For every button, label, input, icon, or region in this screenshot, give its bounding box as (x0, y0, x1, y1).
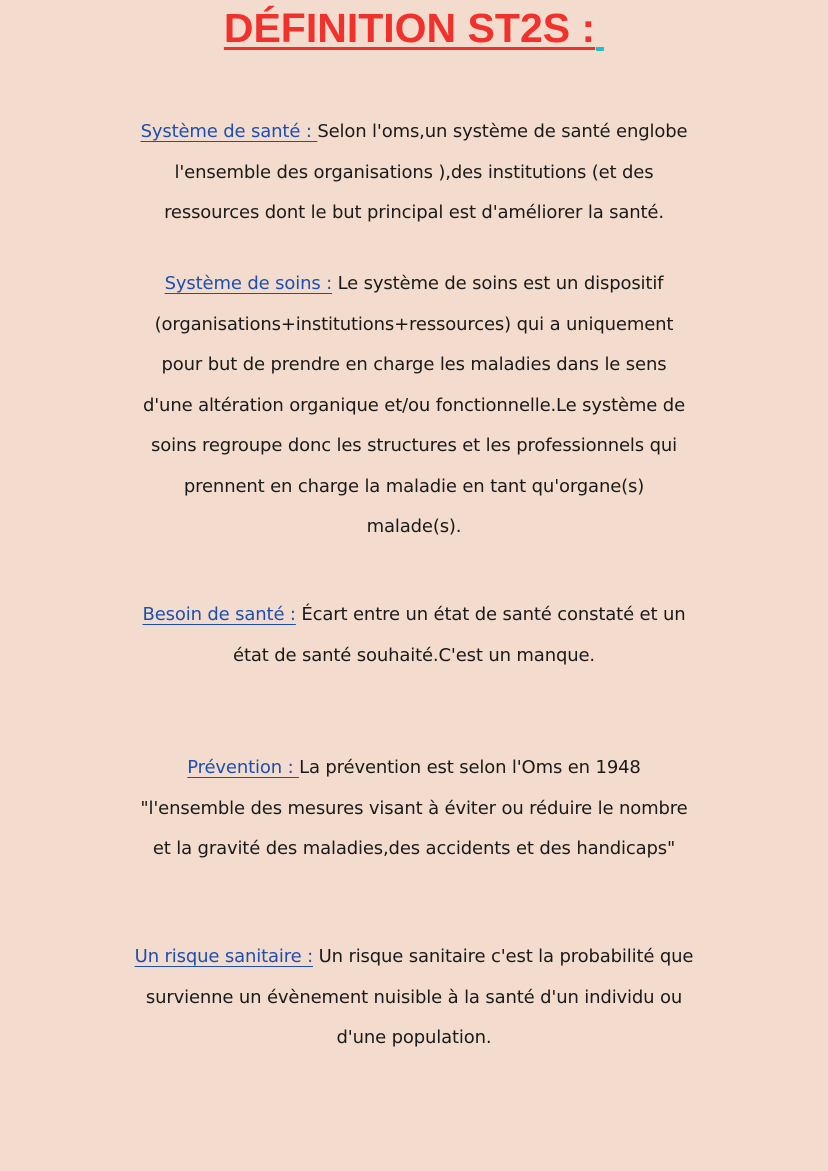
definition-text: Le système de soins est un dispositif (332, 273, 664, 294)
definition-text: Selon l'oms,un système de santé englobe (317, 121, 688, 142)
definition-systeme-de-soins (0, 264, 828, 548)
definition-line: (organisations+institutions+ressources) qui a uniquement (154, 313, 674, 335)
definition-text: Écart entre un état de santé constaté et un (295, 604, 686, 625)
definition-line: "l'ensemble des mesures visant à éviter ou réduire le nombre (140, 797, 688, 819)
definition-line: état de santé souhaité.C'est un manque. (233, 644, 595, 666)
definition-line: et la gravité des maladies,des accidents et des handicaps" (152, 838, 676, 859)
definition-term: Un risque sanitaire : (134, 946, 314, 967)
definition-text: Un risque sanitaire c'est la probabilité que (313, 946, 694, 967)
definition-line (0, 748, 828, 789)
definition-systeme-de-sante (0, 112, 828, 234)
definition-line: malade(s). (366, 516, 462, 537)
definition-term: Système de santé : (140, 121, 318, 142)
definition-line (0, 595, 828, 636)
definition-line (0, 937, 828, 978)
definition-besoin-de-sante (0, 595, 828, 676)
definition-prevention (0, 748, 828, 870)
definition-line (0, 264, 828, 305)
definition-line: d'une altération organique et/ou fonctionnelle.Le système de (142, 394, 685, 416)
definition-line: l'ensemble des organisations ),des institutions (et des (174, 161, 654, 183)
definition-line: d'une population. (336, 1027, 492, 1048)
definition-line: survienne un évènement nuisible à la santé d'un individu ou (145, 986, 683, 1008)
definition-term: Besoin de santé : (142, 604, 296, 625)
definition-term: Système de soins : (164, 273, 333, 294)
definition-line: soins regroupe donc les structures et les professionnels qui (151, 435, 677, 456)
definition-term: Prévention : (187, 757, 300, 778)
title-accent-mark (596, 47, 604, 51)
definition-line: pour but de prendre en charge les maladies dans le sens (161, 354, 667, 375)
definition-line: ressources dont le but principal est d'améliorer la santé. (164, 202, 664, 223)
page-title-text: DÉFINITION ST2S : (223, 5, 596, 51)
page-title (0, 2, 828, 54)
definition-line: prennent en charge la maladie en tant qu'organe(s) (183, 475, 645, 497)
definition-text: La prévention est selon l'Oms en 1948 (299, 757, 641, 778)
definition-line (0, 112, 828, 153)
definition-risque-sanitaire (0, 937, 828, 1059)
